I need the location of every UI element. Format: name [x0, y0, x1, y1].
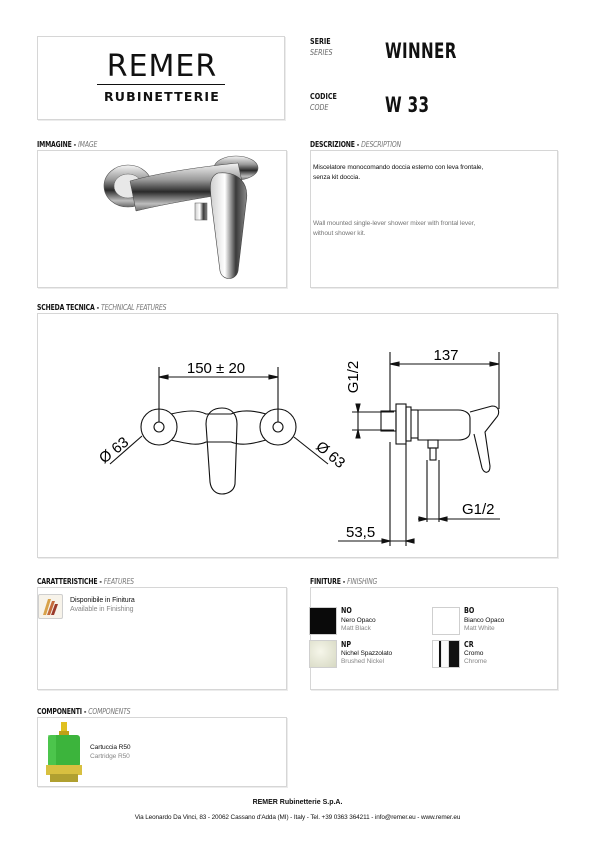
features-box: [37, 587, 287, 690]
brand-subtitle: RUBINETTERIE: [103, 89, 221, 104]
description-it-line2: senza kit doccia.: [313, 174, 361, 181]
features-section-title: CARATTERISTICHE - FEATURES: [37, 577, 134, 586]
dim-offset: 53,5: [346, 524, 376, 541]
finish-name-en-cr: Chrome: [464, 658, 487, 665]
technical-box: [37, 313, 558, 558]
description-section-title: DESCRIZIONE - DESCRIPTION: [310, 140, 401, 149]
features-item-en: Available in Finishing: [70, 606, 134, 613]
finish-name-en-bo: Matt White: [464, 625, 495, 632]
brand-divider: [97, 84, 225, 85]
code-label: CODICE: [310, 92, 337, 101]
finishes-box: [310, 587, 558, 690]
brand-name: REMER: [106, 49, 218, 84]
finish-code-cr: CR: [464, 640, 474, 649]
dim-thread-top: G1/2: [345, 360, 362, 394]
finish-code-bo: BO: [464, 606, 475, 615]
faucet-photo: [38, 151, 288, 289]
finish-swatch-cr: [432, 640, 460, 668]
finish-name-it-no: Nero Opaco: [341, 617, 376, 624]
code-value: W 33: [385, 93, 430, 117]
finishes-section-title: FINITURE - FINISHING: [310, 577, 378, 586]
series-label: SERIE: [310, 37, 331, 46]
footer-address: Via Leonardo Da Vinci, 83 - 20062 Cassano d'Adda (MI) - Italy - Tel. +39 0363 364211 - info@remer.eu - www.remer.eu: [134, 814, 461, 821]
finish-code-no: NO: [341, 606, 352, 615]
image-box: [37, 150, 287, 288]
description-box: [310, 150, 558, 288]
description-it-line1: Miscelatore monocomando doccia esterno con leva frontale,: [313, 164, 484, 171]
series-value: WINNER: [385, 39, 457, 63]
technical-section-title: SCHEDA TECNICA - TECHNICAL FEATURES: [37, 303, 167, 312]
image-section-title: IMMAGINE - IMAGE: [37, 140, 98, 149]
components-section-title: COMPONENTI - COMPONENTS: [37, 707, 131, 716]
dim-center-distance: 150 ± 20: [186, 360, 246, 377]
finish-code-np: NP: [341, 640, 352, 649]
description-en-line1: Wall mounted single-lever shower mixer with frontal lever,: [313, 220, 476, 227]
footer-company: REMER Rubinetterie S.p.A.: [252, 799, 343, 806]
description-en-line2: without shower kit.: [313, 230, 366, 237]
technical-drawing: [38, 314, 559, 559]
finish-name-it-bo: Bianco Opaco: [464, 617, 505, 624]
finish-name-en-np: Brushed Nickel: [341, 658, 384, 665]
code-label-en: CODE: [310, 103, 329, 112]
features-item-it: Disponibile in Finitura: [70, 597, 135, 604]
finish-swatch-no: [309, 607, 337, 635]
finishing-icon: [38, 594, 63, 619]
finish-name-it-cr: Cromo: [464, 650, 484, 657]
components-box: [37, 717, 287, 787]
finish-swatch-bo: [432, 607, 460, 635]
logo-box: [37, 36, 285, 120]
dim-diameter-left: Ø 63: [95, 433, 133, 468]
finish-name-en-no: Matt Black: [341, 625, 371, 632]
series-label-en: SERIES: [310, 48, 333, 57]
component-item-en: Cartridge R50: [90, 753, 130, 760]
dim-thread-bottom: G1/2: [462, 501, 495, 518]
dim-diameter-right: Ø 63: [312, 438, 349, 472]
cartridge-icon: [44, 722, 84, 784]
dim-depth: 137: [433, 347, 459, 364]
component-item-it: Cartuccia R50: [90, 744, 131, 751]
finish-swatch-np: [309, 640, 337, 668]
finish-name-it-np: Nichel Spazzolato: [341, 650, 393, 657]
